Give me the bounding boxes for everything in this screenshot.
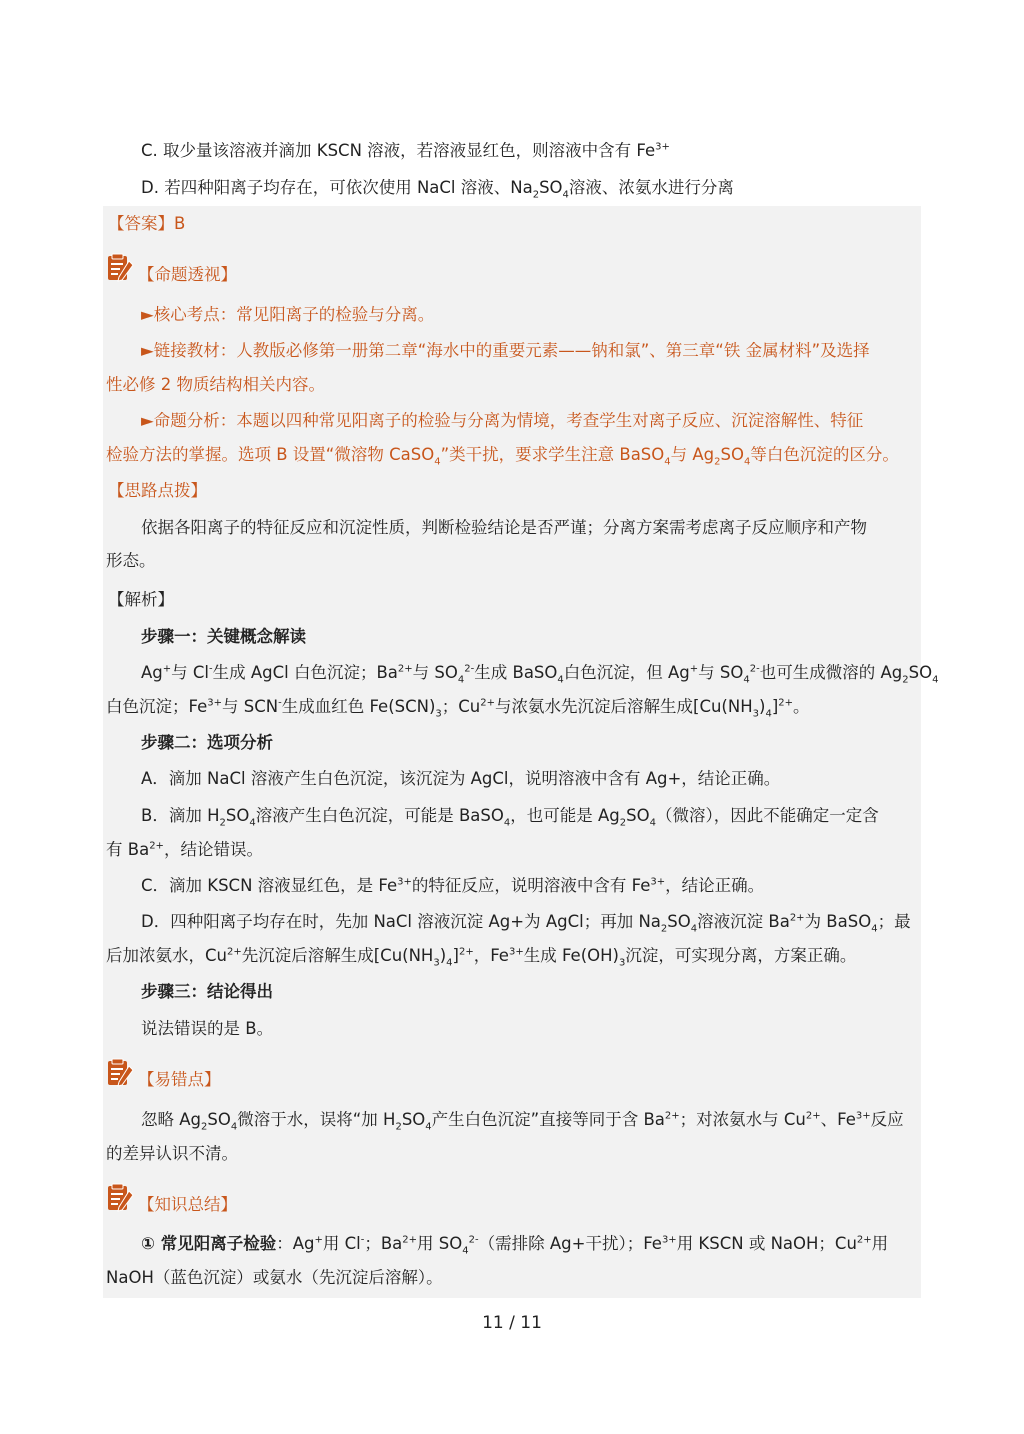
page-number: 11 / 11 — [482, 1313, 542, 1333]
summary-line-1: ① 常见阳离子检验：Ag+用 Cl-；$Ba^{2+}$用 $SO_4^{2-}$（需排除 Ag+干扰）；$Fe^{3+}$用 KSCN 或 NaOH；$Cu^{2+}$用 — [141, 1234, 889, 1257]
textbook-line-2: 性必修 2 物质结构相关内容。 — [106, 375, 325, 394]
notepad-pencil-icon — [106, 1058, 134, 1088]
option-d: D. 若四种阳离子均存在，可依次使用 NaCl 溶液、$Na_2SO_4$溶液、浓氨水进行分离 — [141, 178, 734, 201]
notepad-pencil-icon — [106, 253, 134, 283]
option-c: C. 取少量该溶液并滴加 KSCN 溶液，若溶液显红色，则溶液中含有 $Fe^{3+}$ — [141, 141, 670, 160]
core-point: ►核心考点：常见阳离子的检验与分离。 — [141, 305, 435, 324]
hint-line-2: 形态。 — [106, 551, 156, 570]
solution-heading: 【解析】 — [108, 590, 174, 609]
step1-title: 步骤一：关键概念解读 — [141, 627, 306, 646]
summary-line-2: NaOH（蓝色沉淀）或氨水（先沉淀后溶解）。 — [106, 1268, 443, 1287]
hint-line-1: 依据各阳离子的特征反应和沉淀性质，判断检验结论是否严谨；分离方案需考虑离子反应顺序和产物 — [141, 518, 867, 537]
step1-line-1: Ag+与 Cl-生成 AgCl 白色沉淀；$Ba^{2+}$与 $SO_4^{2-}$生成 BaSO$_4$白色沉淀，但 Ag+与 $SO_4^{2-}$也可生成微溶的 $Ag_2SO_4$ — [141, 663, 939, 686]
textbook-line-1: ►链接教材：人教版必修第一册第二章“海水中的重要元素——钠和氯”、第三章“铁 金属材料”及选择 — [141, 341, 870, 360]
analysis-line-2: 检验方法的掌握。选项 B 设置“微溶物 CaSO$_4$”类干扰，要求学生注意 BaSO$_4$与 $Ag_2SO_4$等白色沉淀的区分。 — [106, 445, 899, 468]
analysis-b-line-1: B．滴加 $H_2SO_4$溶液产生白色沉淀，可能是 BaSO$_4$，也可能是 $Ag_2SO_4$（微溶），因此不能确定一定含 — [141, 806, 879, 829]
analysis-b-line-2: 有 $Ba^{2+}$，结论错误。 — [106, 840, 263, 859]
summary-heading: 【知识总结】 — [138, 1195, 237, 1214]
conclusion: 说法错误的是 B。 — [141, 1019, 274, 1038]
proposition-heading: 【命题透视】 — [138, 265, 237, 284]
analysis-c: C．滴加 KSCN 溶液显红色，是 $Fe^{3+}$的特征反应，说明溶液中含有 $Fe^{3+}$，结论正确。 — [141, 876, 765, 895]
analysis-line-1: ►命题分析：本题以四种常见阳离子的检验与分离为情境，考查学生对离子反应、沉淀溶解性、特征 — [141, 411, 864, 430]
answer-line: 【答案】B — [108, 214, 186, 233]
mistakes-heading: 【易错点】 — [138, 1070, 221, 1089]
mistakes-line-2: 的差异认识不清。 — [106, 1144, 238, 1163]
hint-heading: 【思路点拨】 — [108, 481, 207, 500]
analysis-a: A．滴加 NaCl 溶液产生白色沉淀，该沉淀为 AgCl，说明溶液中含有 Ag+，结论正确。 — [141, 769, 781, 788]
notepad-pencil-icon — [106, 1183, 134, 1213]
mistakes-line-1: 忽略 $Ag_2SO_4$微溶于水，误将“加 $H_2SO_4$产生白色沉淀”直接等同于含 $Ba^{2+}$；对浓氨水与 $Cu^{2+}$、$Fe^{3+}$反应 — [141, 1110, 904, 1133]
step2-title: 步骤二：选项分析 — [141, 733, 273, 752]
analysis-d-line-1: D．四种阳离子均存在时，先加 NaCl 溶液沉淀 Ag+为 AgCl；再加 $Na_2SO_4$溶液沉淀 $Ba^{2+}$为 BaSO$_4$；最 — [141, 912, 911, 935]
step3-title: 步骤三：结论得出 — [141, 982, 273, 1001]
step1-line-2: 白色沉淀；$Fe^{3+}$与 SCN-生成血红色 $Fe(SCN)_3$；$Cu^{2+}$与浓氨水先沉淀后溶解生成$[Cu(NH_3)_4]^{2+}$。 — [106, 697, 810, 720]
analysis-d-line-2: 后加浓氨水，$Cu^{2+}$先沉淀后溶解生成$[Cu(NH_3)_4]^{2+}$，$Fe^{3+}$生成 $Fe(OH)_3$沉淀，可实现分离，方案正确。 — [106, 946, 857, 969]
